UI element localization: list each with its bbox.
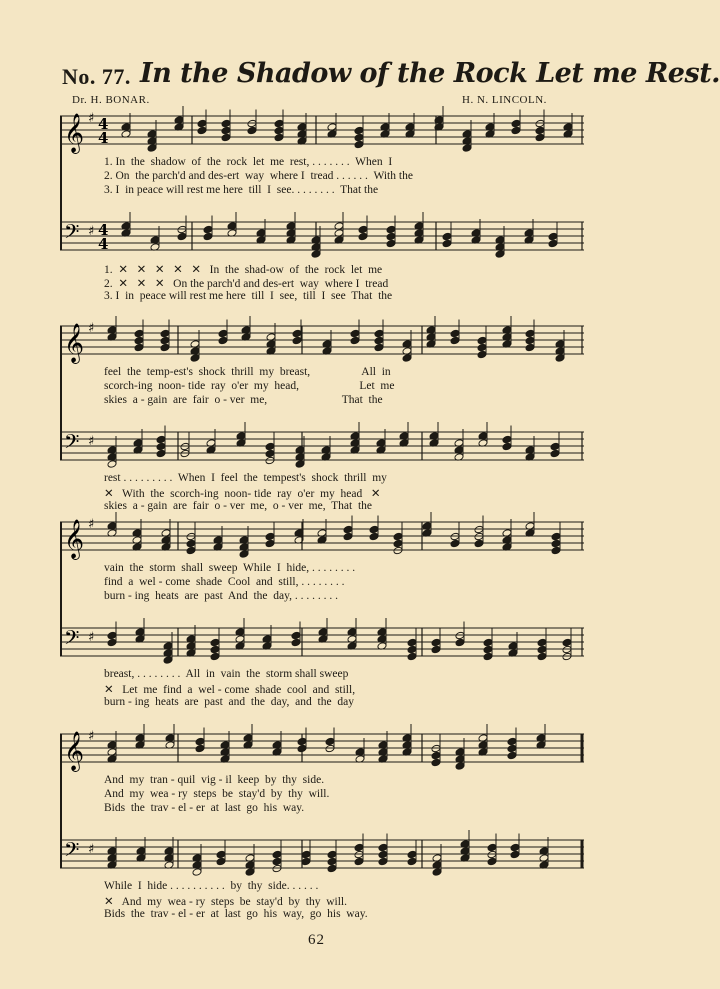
hymn-title: In the Shadow of the Rock Let me Rest. [140,58,720,89]
lyric-line: And my wea - ry steps be stay'd by thy will. [104,788,330,800]
note-head [134,336,144,345]
note-head [147,144,157,153]
note-head [210,645,220,654]
note-head [407,645,417,654]
note-head [550,449,560,458]
note-head [197,126,207,135]
note-head [265,442,275,451]
note-head [502,442,512,451]
note-head [156,435,166,444]
note-head [477,343,487,352]
note-head [203,232,213,241]
note-head [525,343,535,352]
note-head [407,850,417,859]
note-head [327,864,337,873]
note-head [462,144,472,153]
note-head [186,546,196,555]
bass-clef-icon: 𝄢 [64,220,80,248]
bass-clef-icon: 𝄢 [64,626,80,654]
note-head [134,329,144,338]
note-head [474,539,484,548]
note-head [210,652,220,661]
note-head [107,638,117,647]
note-head [511,119,521,128]
note-head [156,449,166,458]
note-head [374,336,384,345]
note-head [510,843,520,852]
note-head [197,119,207,128]
note-head [177,232,187,241]
sharp-icon: ♯ [88,434,95,449]
note-head [134,343,144,352]
note-head [354,126,364,135]
note-head [511,126,521,135]
note-head [350,329,360,338]
note-head [537,645,547,654]
note-head [551,539,561,548]
lyric-line: breast, . . . . . . . . All in vain the storm shall sweep [104,668,349,680]
note-head [160,343,170,352]
staff-notation [60,836,584,876]
note-head [551,546,561,555]
lyric-line: Bids the trav - el - er at last go his way. [104,802,305,814]
lyric-line: ✕ Let me find a wel - come shade cool and still, [104,684,356,696]
lyric-line: Bids the trav - el - er at last go his way, go his way. [104,908,368,920]
note-head [483,652,493,661]
lyric-line: rest . . . . . . . . . When I feel the tempest's shock thrill my [104,472,387,484]
note-head [432,868,442,877]
note-head [291,631,301,640]
note-head [431,638,441,647]
note-head [386,232,396,241]
note-head [354,843,364,852]
lyric-line: 1. ✕ ✕ ✕ ✕ ✕ In the shad-ow of the rock let me [104,264,383,276]
lyric-line: ✕ And my wea - ry steps be stay'd by thy will. [104,896,347,908]
note-head [431,751,441,760]
staff-notation [60,112,584,152]
note-head [160,329,170,338]
note-head [221,133,231,142]
note-head [535,119,545,128]
hymn-header [62,58,720,98]
note-head [327,850,337,859]
note-head [216,850,226,859]
words-credit: Dr. H. BONAR. [72,94,150,106]
note-head [442,232,452,241]
note-head [550,442,560,451]
time-signature: 4 [98,129,109,147]
note-head [525,336,535,345]
note-head [311,250,321,259]
time-signature: 4 [98,235,109,253]
bass-clef-icon: 𝄢 [64,838,80,866]
note-head [354,133,364,142]
note-head [274,126,284,135]
note-head [407,638,417,647]
note-head [378,843,388,852]
note-head [535,126,545,135]
note-head [386,239,396,248]
note-head [502,435,512,444]
note-head [450,539,460,548]
sharp-icon: ♯ [88,729,95,744]
note-head [327,857,337,866]
system-brace [60,734,62,868]
sharp-icon: ♯ [88,842,95,857]
note-head [477,336,487,345]
sharp-icon: ♯ [88,517,95,532]
note-head [195,744,205,753]
note-head [431,758,441,767]
note-head [369,525,379,534]
note-head [186,539,196,548]
note-head [378,857,388,866]
note-head [374,343,384,352]
lyric-line: burn - ing heats are past And the day, . . . . . . . . [104,590,338,602]
lyric-line: And my tran - quil vig - il keep by thy side. [104,774,325,786]
note-head [537,652,547,661]
note-head [216,857,226,866]
note-head [295,460,305,469]
note-head [107,631,117,640]
note-head [548,232,558,241]
note-head [487,843,497,852]
note-head [358,232,368,241]
bass-clef-icon: 𝄢 [64,430,80,458]
note-head [450,336,460,345]
lyric-line: skies a - gain are fair o - ver me, That the [104,394,383,406]
note-head [354,140,364,149]
note-head [354,857,364,866]
note-head [495,250,505,259]
lyric-line: find a wel - come shade Cool and still, . . . . . . . . [104,576,345,588]
note-head [160,336,170,345]
note-head [291,638,301,647]
note-head [483,645,493,654]
staff-notation [60,322,584,362]
system-brace [60,326,62,460]
note-head [221,126,231,135]
note-head [247,126,257,135]
lyric-line: 2. ✕ ✕ ✕ On the parch'd and des-ert way where I tread [104,278,389,290]
note-head [272,857,282,866]
note-head [378,850,388,859]
note-head [477,350,487,359]
music-credit: H. N. LINCOLN. [462,94,547,106]
note-head [510,850,520,859]
lyric-line: 2. On the parch'd and des-ert way where I tread . . . . . . With the [104,170,413,182]
bass-staff [60,836,584,872]
note-head [350,336,360,345]
treble-staff [60,111,584,153]
treble-clef-icon: 𝄞 [64,323,85,363]
note-head [218,329,228,338]
note-head [218,336,228,345]
treble-clef-icon: 𝄞 [64,113,85,153]
note-head [507,737,517,746]
note-head [548,239,558,248]
note-head [163,656,173,665]
note-head [265,532,275,541]
note-head [292,336,302,345]
note-head [156,442,166,451]
note-head [297,737,307,746]
lyric-line: skies a - gain are fair o - ver me, o - ver me, That the [104,500,373,512]
system-brace [60,116,62,250]
note-head [402,354,412,363]
note-head [221,119,231,128]
system-brace [60,522,62,656]
lyric-line: 1. In the shadow of the rock let me rest, . . . . . . . When I [104,156,393,168]
treble-clef-icon: 𝄞 [64,731,85,771]
note-head [442,239,452,248]
note-head [535,133,545,142]
hymn-number: No. 77. [62,64,131,89]
note-head [210,638,220,647]
note-head [487,857,497,866]
note-head [525,329,535,338]
note-head [555,354,565,363]
note-head [393,532,403,541]
note-head [407,652,417,661]
treble-staff [60,517,584,559]
note-head [265,449,275,458]
note-head [274,119,284,128]
note-head [272,850,282,859]
note-head [450,329,460,338]
note-head [265,539,275,548]
note-head [245,868,255,877]
lyric-line: burn - ing heats are past and the day, and the day [104,696,354,708]
note-head [274,133,284,142]
note-head [107,460,117,469]
note-head [190,354,200,363]
staff-notation [60,730,584,770]
note-head [369,532,379,541]
note-head [343,532,353,541]
bass-staff [60,428,584,464]
note-head [195,737,205,746]
note-head [407,857,417,866]
sharp-icon: ♯ [88,111,95,126]
note-head [483,638,493,647]
sharp-icon: ♯ [88,630,95,645]
note-head [239,550,249,559]
treble-staff [60,729,584,771]
note-head [386,225,396,234]
lyric-line: feel the temp-est's shock thrill my breast, All in [104,366,391,378]
staff-notation [60,428,584,468]
lyric-line: 3. I in peace will rest me here till I see. . . . . . . . That the [104,184,379,196]
time-signature: 4 [98,221,109,239]
note-head [455,762,465,771]
treble-staff [60,321,584,363]
note-head [203,225,213,234]
lyric-line: While I hide . . . . . . . . . . by thy side. . . . . . [104,880,319,892]
staff-notation [60,218,584,258]
sharp-icon: ♯ [88,224,95,239]
note-head [537,638,547,647]
note-head [455,638,465,647]
lyric-line: ✕ With the scorch-ing noon- tide ray o'er my head ✕ [104,488,381,500]
note-head [393,539,403,548]
treble-clef-icon: 𝄞 [64,519,85,559]
note-head [325,737,335,746]
lyric-line: scorch-ing noon- tide ray o'er my head, Let me [104,380,395,392]
time-signature: 4 [98,115,109,133]
note-head [551,532,561,541]
note-head [507,751,517,760]
note-head [562,638,572,647]
note-head [431,645,441,654]
page-number: 62 [308,932,325,948]
note-head [192,868,202,877]
note-head [297,744,307,753]
staff-notation [60,624,584,664]
staff-notation [60,518,584,558]
bass-staff [60,218,584,254]
lyric-line: 3. I in peace will rest me here till I see, till I see That the [104,290,393,302]
note-head [343,525,353,534]
bass-staff [60,624,584,660]
note-head [374,329,384,338]
sharp-icon: ♯ [88,321,95,336]
lyric-line: vain the storm shall sweep While I hide, . . . . . . . . [104,562,356,574]
note-head [358,225,368,234]
note-head [507,744,517,753]
note-head [292,329,302,338]
